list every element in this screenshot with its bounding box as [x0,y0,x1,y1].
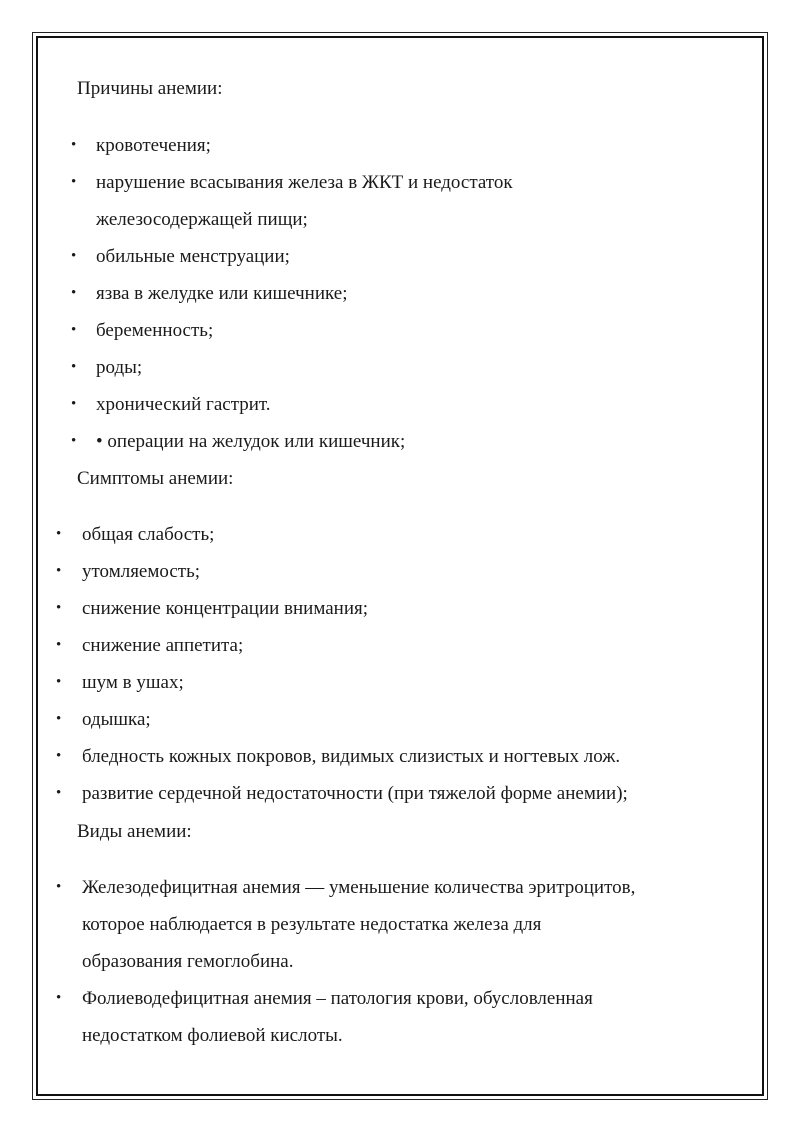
bullet-icon: • [71,396,77,412]
bullet-icon: • [56,879,62,895]
symptoms-list-item [56,775,628,812]
causes-list-item [71,349,513,386]
list-item-line: утомляемость; [82,561,201,582]
bullet-icon: • [56,748,62,764]
bullet-icon: • [56,674,62,690]
list-item-line: снижение концентрации внимания; [82,598,369,619]
causes-list-item [71,386,513,423]
bullet-icon: • [71,359,77,375]
symptoms-heading: Симптомы анемии: [77,468,234,489]
symptoms-list-item [56,516,628,553]
symptoms-list-item [56,627,628,664]
symptoms-list-item [56,590,628,627]
causes-list-item [71,275,513,312]
list-item-line: одышка; [82,709,151,730]
list-item-line: язва в желудке или кишечнике; [96,283,348,304]
causes-list-item [71,127,513,164]
bullet-icon: • [71,285,77,301]
causes-list-item [71,423,513,460]
list-item-line: кровотечения; [96,135,211,156]
list-item-line: хронический гастрит. [96,394,271,415]
bullet-icon: • [56,600,62,616]
bullet-icon: • [71,322,77,338]
types-list-item [56,869,636,980]
types-list [56,869,636,1054]
symptoms-list-item [56,738,628,775]
causes-list-item [71,312,513,349]
bullet-icon: • [71,174,77,190]
causes-list-item [71,238,513,275]
list-item-line: бледность кожных покровов, видимых слизистых и ногтевых лож. [82,746,621,767]
bullet-icon: • [56,990,62,1006]
symptoms-list-item [56,664,628,701]
bullet-icon: • [71,137,77,153]
types-heading: Виды анемии: [77,821,192,842]
causes-heading: Причины анемии: [77,78,223,99]
list-item-line: беременность; [96,320,214,341]
bullet-icon: • [56,563,62,579]
list-item-line: снижение аппетита; [82,635,244,656]
list-item-line: образования гемоглобина. [82,951,294,972]
types-list-item [56,980,635,1054]
causes-list-item [71,164,513,238]
list-item-line: недостатком фолиевой кислоты. [82,1025,343,1046]
causes-list [71,127,513,460]
list-item-line: которое наблюдается в результате недостатка железа для [82,914,542,935]
list-item-line: железосодержащей пищи; [96,209,308,230]
list-item-line: развитие сердечной недостаточности (при тяжелой форме анемии); [82,783,628,804]
bullet-icon: • [56,637,62,653]
list-item-line: общая слабость; [82,524,215,545]
list-item-line: • операции на желудок или кишечник; [96,431,406,452]
symptoms-list [56,516,628,812]
list-item-line: Железодефицитная анемия — уменьшение количества эритроцитов, [82,877,636,898]
list-item-line: нарушение всасывания железа в ЖКТ и недостаток [96,172,513,193]
bullet-icon: • [71,248,77,264]
bullet-icon: • [56,785,62,801]
list-item-line: шум в ушах; [82,672,184,693]
list-item-line: роды; [96,357,143,378]
bullet-icon: • [71,433,77,449]
bullet-icon: • [56,711,62,727]
bullet-icon: • [56,526,62,542]
symptoms-list-item [56,553,628,590]
list-item-line: Фолиеводефицитная анемия – патология крови, обусловленная [82,988,593,1009]
list-item-line: обильные менструации; [96,246,290,267]
symptoms-list-item [56,701,628,738]
